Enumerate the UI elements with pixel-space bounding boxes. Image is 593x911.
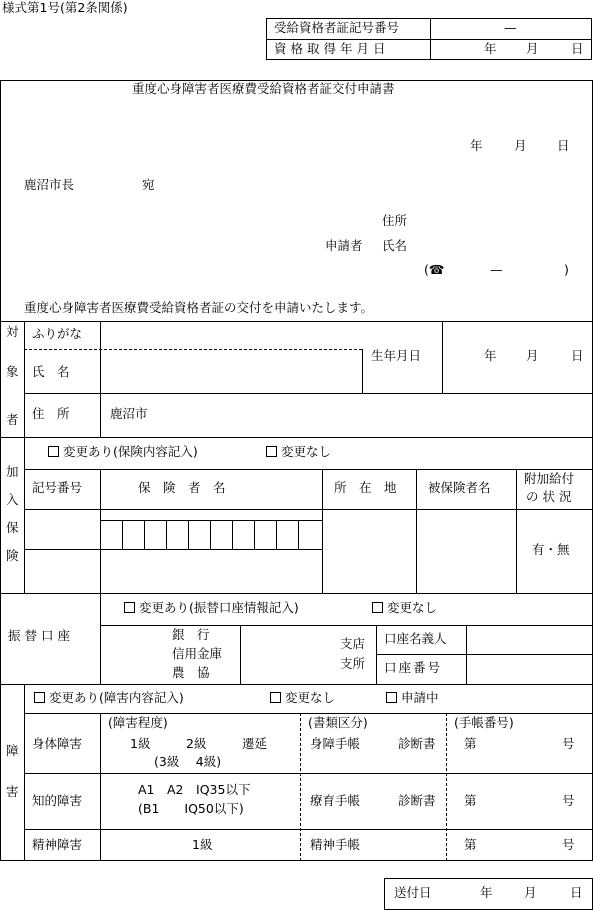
subject-address-value: 鹿沼市 [110, 406, 148, 421]
col-location: 所 在 地 [334, 480, 397, 495]
addressee-honorific: 宛 [142, 177, 155, 192]
birth-month: 月 [526, 348, 539, 363]
physical-doc-diagnosis: 診断書 [398, 736, 436, 751]
physical-doc-book: 身障手帳 [310, 736, 361, 751]
birth-year: 年 [484, 348, 497, 363]
physical-grade-1: 1級 [130, 736, 151, 751]
header-book-number: (手帳番号) [454, 715, 514, 730]
birth-day: 日 [571, 348, 584, 363]
insurance-side-1: 加 [6, 464, 19, 479]
main-form [0, 80, 593, 861]
physical-grade-2: 2級 [186, 736, 207, 751]
account-number-label: 口座番号 [384, 660, 443, 675]
mental-no-prefix: 第 [464, 837, 477, 852]
insurance-side-2: 入 [6, 492, 19, 507]
form-number: 様式第1号(第2条関係) [2, 0, 128, 15]
physical-no-prefix: 第 [464, 736, 477, 751]
bank-branch-office: 支所 [340, 656, 366, 671]
subject-side-3: 者 [6, 412, 19, 427]
benefit-value: 有・無 [532, 542, 570, 557]
subject-side-1: 対 [6, 324, 19, 339]
mental-disability-label: 精神障害 [32, 837, 83, 852]
bank-type-agri: 農 協 [172, 665, 210, 680]
insurance-side-3: 保 [6, 520, 19, 535]
cert-no-dash: — [504, 20, 517, 35]
bank-change-yes[interactable]: 変更あり(振替口座情報記入) [124, 602, 299, 615]
acquired-day: 日 [571, 41, 584, 56]
mental-doc-book: 精神手帳 [310, 837, 361, 852]
bank-type-credit: 信用金庫 [172, 646, 223, 661]
sent-month: 月 [524, 885, 537, 900]
checkbox-icon[interactable] [48, 446, 59, 457]
col-symbol-number: 記号番号 [32, 480, 83, 495]
intellectual-no-prefix: 第 [464, 793, 477, 808]
applicant-address-label: 住所 [382, 213, 408, 228]
disability-applying[interactable]: 申請中 [386, 692, 439, 705]
applicant-tel-dash: — [490, 262, 503, 277]
insurance-side-4: 険 [6, 548, 19, 563]
checkbox-icon[interactable] [34, 692, 45, 703]
intellectual-doc-book: 療育手帳 [310, 793, 361, 808]
bank-side-label: 振替口座 [8, 628, 75, 643]
subject-name-label: 氏 名 [32, 364, 70, 379]
intellectual-doc-diagnosis: 診断書 [398, 793, 436, 808]
disability-side-2: 害 [6, 784, 19, 799]
acquired-month: 月 [526, 41, 539, 56]
checkbox-icon[interactable] [372, 602, 383, 613]
insurance-change-no[interactable]: 変更なし [266, 446, 331, 459]
col-additional-benefit-2: の 状 況 [526, 489, 572, 504]
date-day: 日 [557, 138, 570, 153]
account-holder-label: 口座名義人 [384, 631, 447, 646]
date-month: 月 [514, 138, 527, 153]
intellectual-grade-a: A1 A2 IQ35以下 [138, 782, 251, 797]
disability-change-yes[interactable]: 変更あり(障害内容記入) [34, 692, 184, 705]
col-insured-name: 被保険者名 [428, 480, 491, 495]
intellectual-disability-label: 知的障害 [32, 793, 83, 808]
checkbox-icon[interactable] [270, 692, 281, 703]
header-degree: (障害程度) [108, 715, 168, 730]
acquired-year: 年 [484, 41, 497, 56]
bank-branch: 支店 [340, 636, 366, 651]
checkbox-icon[interactable] [386, 692, 397, 703]
subject-address-label: 住 所 [32, 406, 70, 421]
bank-change-no[interactable]: 変更なし [372, 602, 437, 615]
sent-day: 日 [570, 885, 583, 900]
applicant-tel-close: ) [564, 262, 569, 277]
applicant-name-label: 氏名 [382, 238, 408, 253]
acquired-date-label: 資格取得年月日 [274, 41, 390, 56]
checkbox-icon[interactable] [124, 602, 135, 613]
intellectual-no-suffix: 号 [562, 793, 575, 808]
physical-grade-3-4: (3級 4級) [154, 754, 222, 769]
col-additional-benefit-1: 附加給付 [524, 471, 575, 486]
disability-side-1: 障 [6, 743, 19, 758]
checkbox-icon[interactable] [266, 446, 277, 457]
applicant-role-label: 申請者 [325, 238, 363, 253]
mental-grade: 1級 [192, 837, 213, 852]
date-year: 年 [470, 138, 483, 153]
header-document: (書類区分) [308, 715, 368, 730]
furigana-label: ふりがな [32, 326, 83, 341]
bank-type-bank: 銀 行 [172, 627, 210, 642]
intellectual-grade-b: (B1 IQ50以下) [138, 801, 244, 816]
insurance-change-yes[interactable]: 変更あり(保険内容記入) [48, 446, 198, 459]
applicant-tel-open: (☎ [424, 262, 445, 277]
col-insurer-name: 保 険 者 名 [138, 480, 226, 495]
sent-date-label: 送付日 [394, 885, 432, 900]
disability-change-no[interactable]: 変更なし [270, 692, 335, 705]
birth-date-label: 生年月日 [371, 348, 422, 363]
physical-no-suffix: 号 [562, 736, 575, 751]
sent-year: 年 [480, 885, 493, 900]
cert-no-label: 受給資格者証記号番号 [274, 20, 400, 35]
form-title: 重度心身障害者医療費受給資格者証交付申請書 [132, 81, 395, 96]
addressee-mayor: 鹿沼市長 [24, 177, 75, 192]
physical-disability-label: 身体障害 [32, 736, 83, 751]
physical-grade-prolonged: 遷延 [242, 736, 268, 751]
subject-side-2: 象 [6, 364, 19, 379]
request-text: 重度心身障害者医療費受給資格者証の交付を申請いたします。 [24, 300, 374, 315]
mental-no-suffix: 号 [562, 837, 575, 852]
